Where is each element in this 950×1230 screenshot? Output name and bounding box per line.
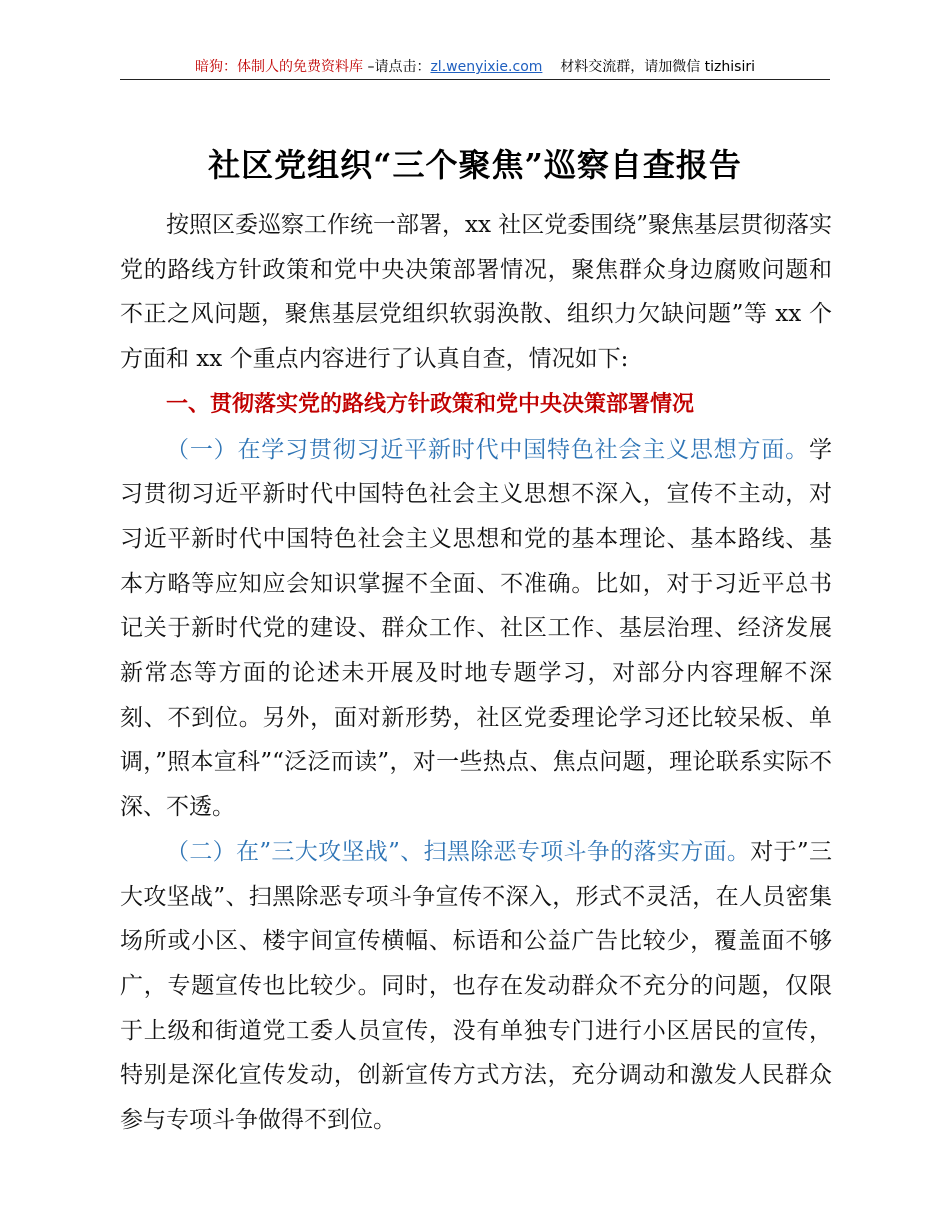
subsection-paragraph [120,830,832,1143]
sub1-text: 学习贯彻习近平新时代中国特色社会主义思想不深入，宣传不主动，对习近平新时代中国特色社会主义思想和党的基本理论、基本路线、基本方略等应知应会知识掌握不全面、不准确。比如，对于习近平总书记关于新时代党的建设、群众工作、社区工作、基层治理、经济发展新常态等方面的论述未开展及时地专题学习，对部分内容理解不深刻、不到位。另外，面对新形势，社区党委理论学习还比较呆板、单调，”照本宣科”“泛泛而读”，对一些热点、焦点问题，理论联系实际不深、不透。 [120,436,832,821]
sub1-heading: （一）在学习贯彻习近平新时代中国特色社会主义思想方面。 [166,436,809,463]
section1-heading: 一、贯彻落实党的路线方针政策和党中央决策部署情况 [166,391,695,417]
header-contact: 材料交流群，请加微信 tizhisiri [560,59,755,75]
section-heading [120,382,832,428]
header-divider [120,79,830,80]
document-title: 社区党组织“三个聚焦”巡察自查报告 [208,146,742,184]
header-link[interactable]: zl.wenyixie.com [430,59,543,75]
intro-paragraph: 按照区委巡察工作统一部署，xx 社区党委围绕”聚焦基层贯彻落实党的路线方针政策和党中央决策部署情况，聚焦群众身边腐败问题和不正之风问题，聚焦基层党组织软弱涣散、组织力欠缺问题”等 xx 个方面和 xx 个重点内容进行了认真自查，情况如下: [120,212,833,373]
header-prompt: –请点击： [363,59,431,75]
document-body [120,203,832,1143]
sub2-heading: （二）在”三大攻坚战”、扫黑除恶专项斗争的落实方面。 [166,838,751,865]
header-brand: 暗狗：体制人的免费资料库 [195,59,363,75]
sub2-text: 对于”三大攻坚战”、扫黑除恶专项斗争宣传不深入，形式不灵活，在人员密集场所或小区、楼宇间宣传横幅、标语和公益广告比较少，覆盖面不够广，专题宣传也比较少。同时，也存在发动群众不充分的问题，仅限于上级和街道党工委人员宣传，没有单独专门进行小区居民的宣传，特别是深化宣传发动，创新宣传方式方法，充分调动和激发人民群众参与专项斗争做得不到位。 [120,838,832,1134]
page-header [120,56,830,76]
subsection-paragraph [120,428,832,830]
